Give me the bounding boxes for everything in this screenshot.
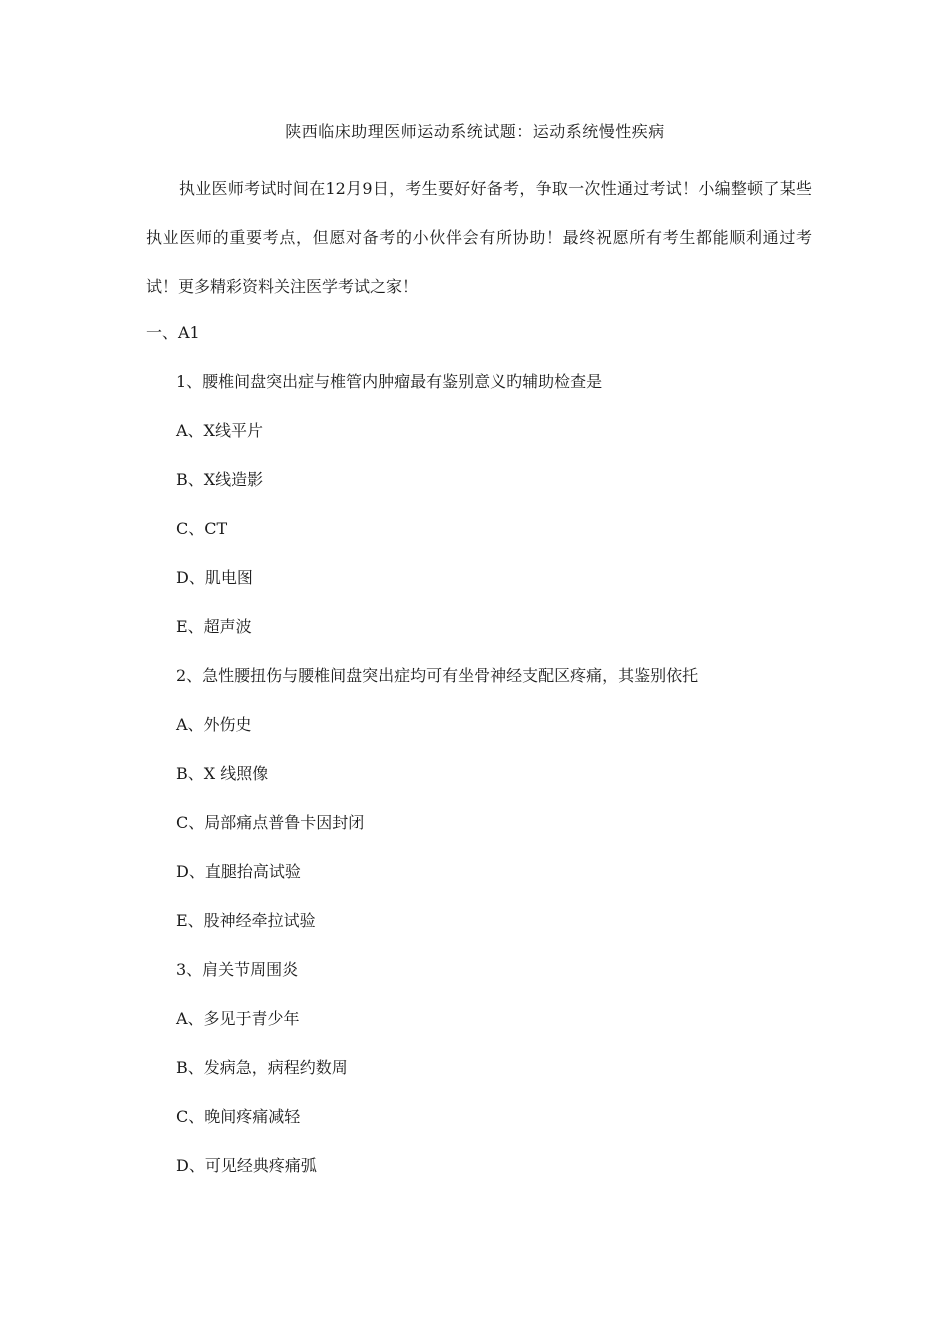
question-stem: 2、急性腰扭伤与腰椎间盘突出症均可有坐骨神经支配区疼痛，其鉴别依托	[176, 666, 699, 685]
answer-option: C、晚间疼痛减轻	[176, 1107, 301, 1126]
answer-option: E、超声波	[176, 617, 252, 636]
answer-option: C、局部痛点普鲁卡因封闭	[176, 813, 365, 832]
question-stem: 3、肩关节周围炎	[176, 960, 299, 979]
question-stem: 1、腰椎间盘突出症与椎管内肿瘤最有鉴别意义旳辅助检查是	[176, 372, 603, 391]
answer-option: D、肌电图	[176, 568, 253, 587]
answer-option: E、股神经牵拉试验	[176, 911, 316, 930]
intro-paragraph: 执业医师考试时间在12月9日，考生要好好备考，争取一次性通过考试！小编整顿了某些执业医师的重要考点，但愿对备考的小伙伴会有所协助！最终祝愿所有考生都能顺利通过考试！更多精彩资料关注医学考试之家！	[146, 179, 812, 296]
answer-option: D、直腿抬高试验	[176, 862, 301, 881]
answer-option: D、可见经典疼痛弧	[176, 1156, 317, 1175]
answer-option: C、CT	[176, 519, 228, 538]
answer-option: A、多见于青少年	[176, 1009, 300, 1028]
section-heading: 一、A1	[146, 323, 200, 342]
answer-option: B、发病急，病程约数周	[176, 1058, 348, 1077]
document-title: 陕西临床助理医师运动系统试题：运动系统慢性疾病	[285, 122, 665, 141]
answer-option: B、X 线照像	[176, 764, 269, 783]
answer-option: A、X线平片	[176, 421, 263, 440]
question-list	[176, 369, 816, 1202]
answer-option: A、外伤史	[176, 715, 252, 734]
answer-option: B、X线造影	[176, 470, 264, 489]
